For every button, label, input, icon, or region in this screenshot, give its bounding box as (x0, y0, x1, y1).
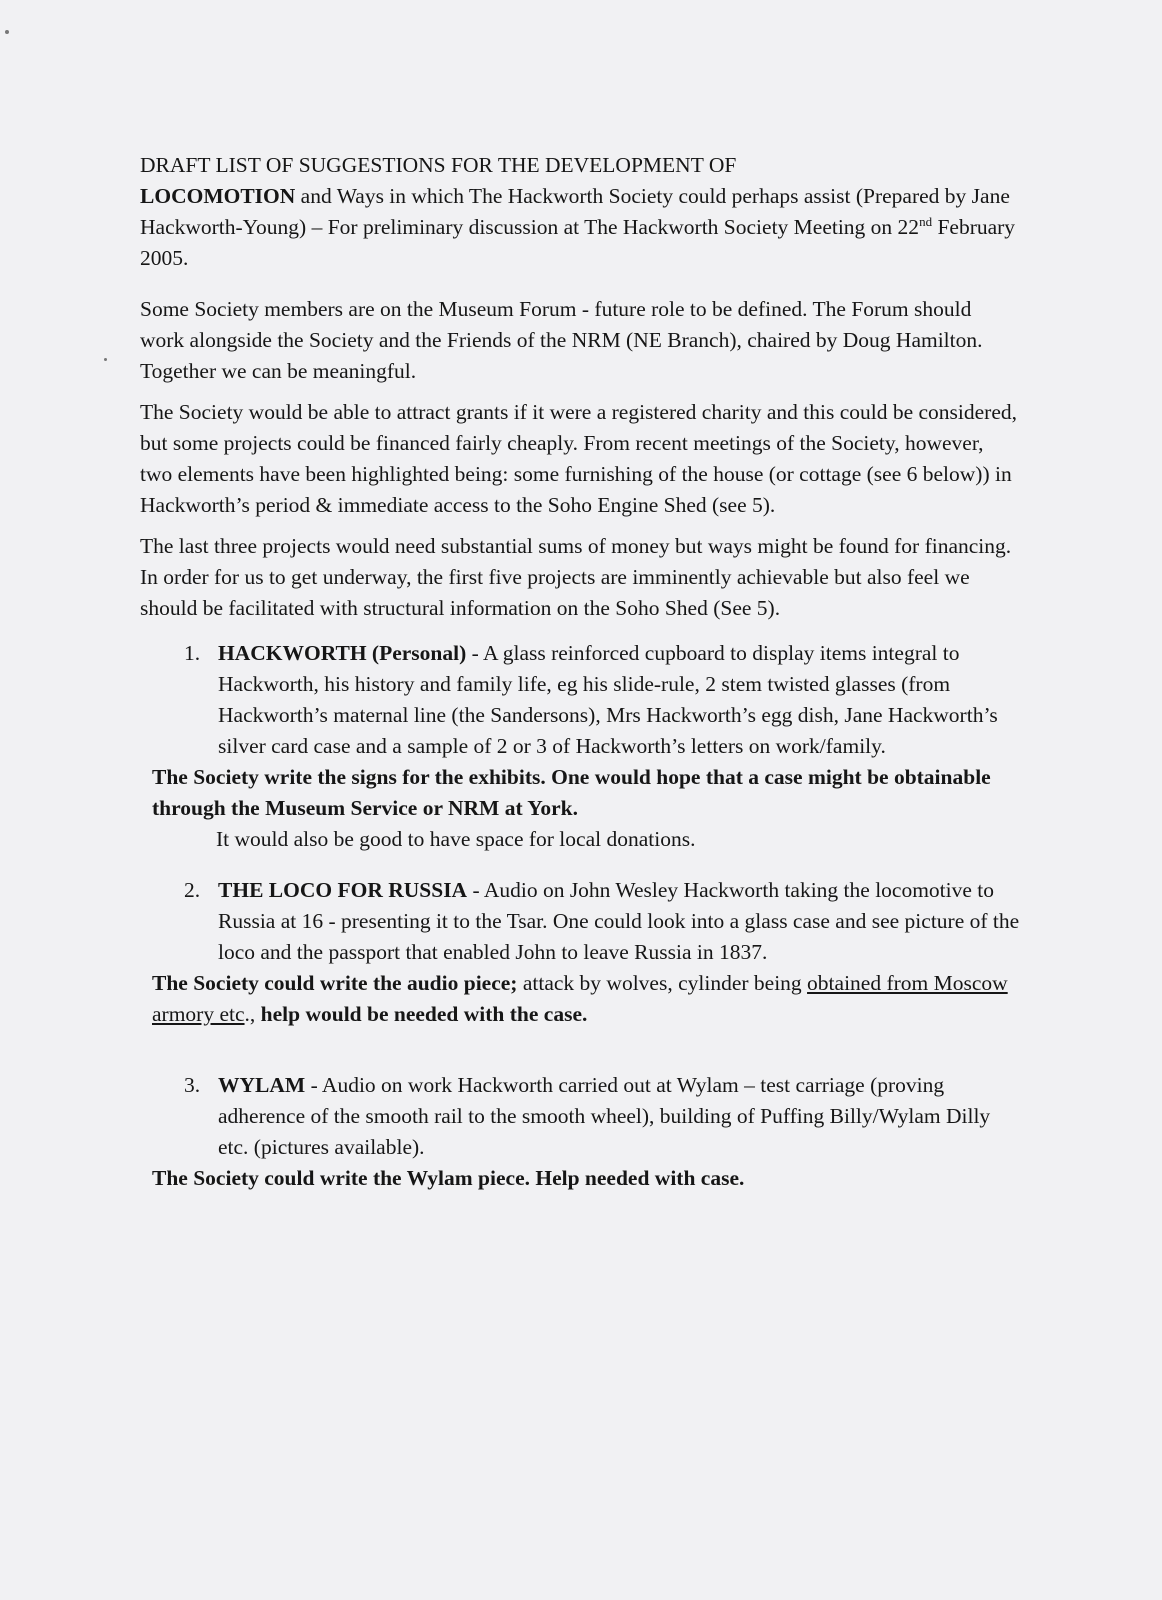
item-title: HACKWORTH (Personal) (218, 641, 467, 665)
item-text: - Audio on John Wesley Hackworth taking the locomotive to Russia at 16 - presenting it to the Tsar. One could look into a glass case and see picture of the loco and the passport that enabled John to leave Russia in 1837. (218, 878, 1020, 964)
item-extra: It would also be good to have space for local donations. (216, 827, 696, 851)
document-body (140, 150, 1020, 1194)
document-heading: DRAFT LIST OF SUGGESTIONS FOR THE DEVELOPMENT OF LOCOMOTION and Ways in which The Hackworth Society could perhaps assist (Prepared by Jane Hackworth-Young) – For preliminary discussion at The Hackworth Society Meeting on 22nd February 2005. (140, 153, 1016, 270)
scan-speck (104, 358, 107, 361)
intro-paragraph: Some Society members are on the Museum Forum - future role to be defined. The Forum should work alongside the Society and the Friends of the NRM (NE Branch), chaired by Doug Hamilton. Together we can be meaningful. (140, 297, 983, 383)
society-note: The Society could write the Wylam piece. Help needed with case. (152, 1166, 745, 1190)
item-title: WYLAM (218, 1073, 306, 1097)
society-note: The Society could write the audio piece; attack by wolves, cylinder being obtained from Moscow armory etc., help would be needed with the case. (152, 971, 1008, 1026)
item-number: 2. (184, 878, 201, 902)
item-title: THE LOCO FOR RUSSIA (218, 878, 468, 902)
item-number: 3. (184, 1073, 201, 1097)
scan-speck (5, 30, 9, 34)
list-item (140, 1070, 1020, 1163)
item-text: - Audio on work Hackworth carried out at Wylam – test carriage (proving adherence of the smooth rail to the smooth wheel), building of Puffing Billy/Wylam Dilly etc. (pictures available). (218, 1073, 991, 1159)
charity-paragraph: The Society would be able to attract grants if it were a registered charity and this could be considered, but some projects could be financed fairly cheaply. From recent meetings of the Society, however, two elements have been highlighted being: some furnishing of the house (or cottage (see 6 below)) in Hackworth’s period & immediate access to the Soho Engine Shed (see 5). (140, 400, 1018, 517)
projects-paragraph: The last three projects would need substantial sums of money but ways might be found for financing. In order for us to get underway, the first five projects are imminently achievable but also feel we should be facilitated with structural information on the Soho Shed (See 5). (140, 534, 1012, 620)
spacer (140, 1030, 1020, 1056)
society-note: The Society write the signs for the exhibits. One would hope that a case might be obtainable through the Museum Service or NRM at York. (152, 765, 991, 820)
item-number: 1. (184, 641, 201, 665)
list-item (140, 875, 1020, 968)
heading-bold-word: LOCOMOTION (140, 184, 296, 208)
item-text: - A glass reinforced cupboard to display items integral to Hackworth, his history and family life, eg his slide-rule, 2 stem twisted glasses (from Hackworth’s maternal line (the Sandersons), Mrs Hackworth’s egg dish, Jane Hackworth’s silver card case and a sample of 2 or 3 of Hackworth’s letters on work/family. (218, 641, 998, 758)
list-item (140, 638, 1020, 762)
